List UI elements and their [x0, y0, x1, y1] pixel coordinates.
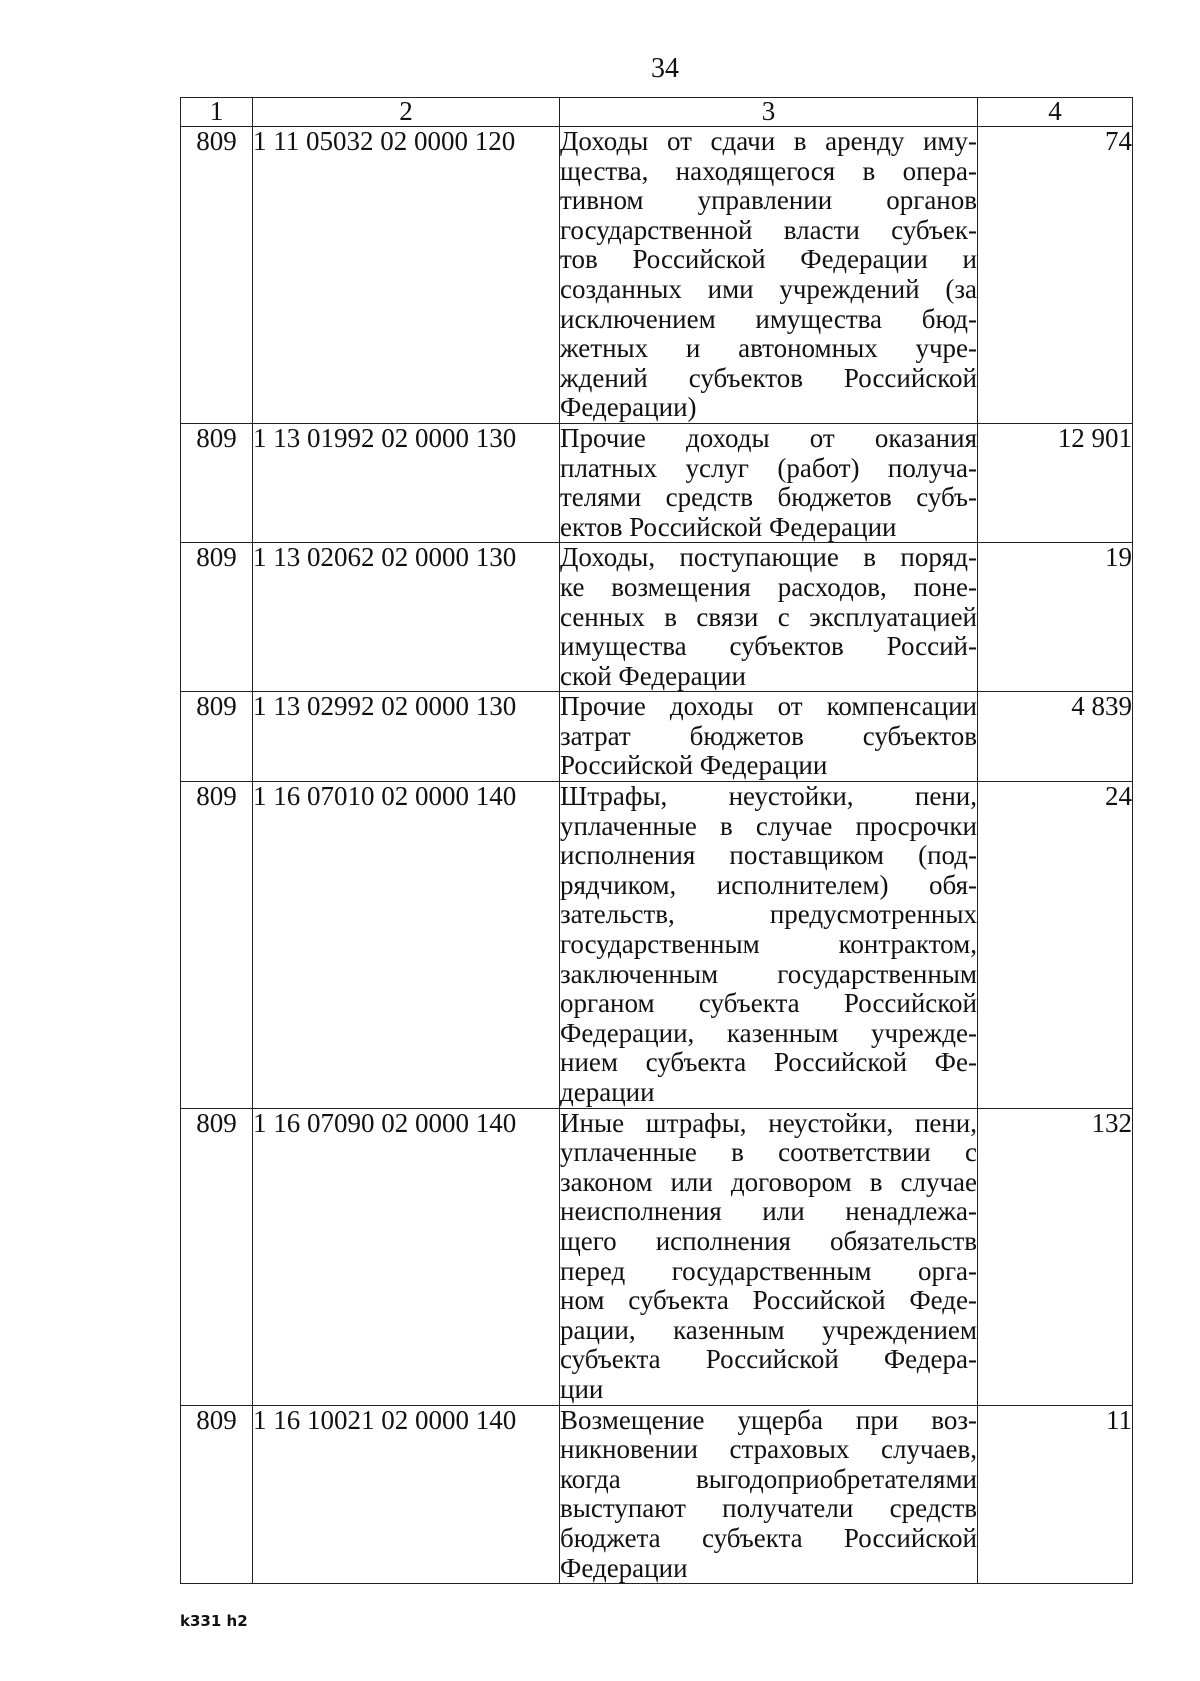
amount-cell: 24: [978, 782, 1133, 1109]
table-row: [181, 692, 1133, 782]
description-line: рядчиком, исполнителем) обя-: [560, 869, 977, 900]
description-line: Иные штрафы, неустойки, пени,: [560, 1107, 977, 1138]
description-line: неисполнения или ненадлежа-: [560, 1196, 977, 1227]
description-line: ном субъекта Российской Феде-: [560, 1285, 977, 1316]
description-line: ской Федерации: [560, 660, 746, 691]
agency-code-cell: 809: [181, 1405, 253, 1584]
description-line: выступают получатели средств: [560, 1493, 977, 1524]
revenue-code-cell: 1 11 05032 02 0000 120: [253, 127, 560, 424]
description-cell: [560, 782, 978, 1109]
description-line: дерации: [560, 1077, 655, 1107]
description-cell: [560, 127, 978, 424]
description-line: ции: [560, 1373, 604, 1404]
agency-code-cell: 809: [181, 782, 253, 1109]
revenue-code-cell: 1 13 02062 02 0000 130: [253, 543, 560, 692]
description-line: государственным контрактом,: [560, 929, 977, 960]
description-cell: [560, 1405, 978, 1584]
description-line: ектов Российской Федерации: [560, 511, 897, 542]
description-line: уплаченные в случае просрочки: [560, 810, 977, 841]
description-line: Прочие доходы от оказания: [560, 422, 977, 453]
table-row: [181, 1405, 1133, 1584]
description-line: жетных и автономных учре-: [560, 333, 977, 364]
description-line: Федерации: [560, 1552, 688, 1583]
amount-cell: 4 839: [978, 692, 1133, 782]
header-col-2: 2: [253, 98, 560, 127]
description-line: исполнения поставщиком (под-: [560, 840, 977, 871]
table-row: [181, 127, 1133, 424]
page-number: 34: [651, 53, 679, 84]
revenue-table: [180, 97, 1133, 1584]
description-line: тов Российской Федерации и: [560, 244, 977, 275]
description-line: когда выгодоприобретателями: [560, 1463, 977, 1494]
description-line: никновении страховых случаев,: [560, 1434, 977, 1465]
description-line: Российской Федерации: [560, 750, 828, 781]
revenue-code-cell: 1 13 01992 02 0000 130: [253, 423, 560, 542]
description-line: нием субъекта Российской Фе-: [560, 1047, 977, 1078]
description-line: ке возмещения расходов, поне-: [560, 571, 977, 602]
table-row: [181, 1108, 1133, 1405]
revenue-code-cell: 1 16 07010 02 0000 140: [253, 782, 560, 1109]
description-line: исключением имущества бюд-: [560, 303, 977, 334]
amount-cell: 12 901: [978, 423, 1133, 542]
revenue-code-cell: 1 16 10021 02 0000 140: [253, 1405, 560, 1584]
description-line: заключенным государственным: [560, 958, 977, 989]
revenue-code-cell: 1 16 07090 02 0000 140: [253, 1108, 560, 1405]
description-line: Возмещение ущерба при воз-: [560, 1404, 977, 1435]
description-line: бюджета субъекта Российской: [560, 1522, 977, 1553]
amount-cell: 132: [978, 1108, 1133, 1405]
table-body: [181, 127, 1133, 1584]
description-line: государственной власти субъек-: [560, 214, 977, 245]
description-cell: [560, 692, 978, 782]
description-line: органом субъекта Российской: [560, 988, 977, 1019]
description-line: тивном управлении органов: [560, 185, 977, 216]
description-line: щего исполнения обязательств: [560, 1225, 977, 1256]
header-col-1: 1: [181, 98, 253, 127]
description-line: уплаченные в соответствии с: [560, 1137, 977, 1168]
description-line: телями средств бюджетов субъ-: [560, 482, 977, 513]
table-row: [181, 782, 1133, 1109]
description-line: субъекта Российской Федера-: [560, 1344, 977, 1375]
description-line: платных услуг (работ) получа-: [560, 452, 977, 483]
description-line: созданных ими учреждений (за: [560, 273, 977, 304]
description-line: Федерации, казенным учрежде-: [560, 1017, 977, 1048]
description-line: ждений субъектов Российской: [560, 362, 977, 393]
header-col-4: 4: [978, 98, 1133, 127]
table-row: [181, 543, 1133, 692]
description-line: законом или договором в случае: [560, 1166, 977, 1197]
description-line: Прочие доходы от компенсации: [560, 691, 977, 722]
description-line: зательств, предусмотренных: [560, 899, 977, 930]
description-line: Доходы, поступающие в поряд-: [560, 542, 977, 573]
table-row: [181, 423, 1133, 542]
agency-code-cell: 809: [181, 127, 253, 424]
amount-cell: 74: [978, 127, 1133, 424]
description-line: Федерации): [560, 392, 697, 423]
header-col-3: 3: [560, 98, 978, 127]
agency-code-cell: 809: [181, 1108, 253, 1405]
table-header: [181, 98, 1133, 127]
agency-code-cell: 809: [181, 692, 253, 782]
description-cell: [560, 543, 978, 692]
description-cell: [560, 1108, 978, 1405]
description-line: Штрафы, неустойки, пени,: [560, 781, 977, 812]
description-line: сенных в связи с эксплуатацией: [560, 601, 977, 632]
revenue-code-cell: 1 13 02992 02 0000 130: [253, 692, 560, 782]
description-line: Доходы от сдачи в аренду иму-: [560, 126, 977, 156]
description-line: щества, находящегося в опера-: [560, 155, 977, 186]
agency-code-cell: 809: [181, 423, 253, 542]
footer-code: k331 h2: [180, 1612, 248, 1630]
description-line: затрат бюджетов субъектов: [560, 720, 977, 751]
description-cell: [560, 423, 978, 542]
description-line: перед государственным орга-: [560, 1255, 977, 1286]
amount-cell: 11: [978, 1405, 1133, 1584]
amount-cell: 19: [978, 543, 1133, 692]
description-line: рации, казенным учреждением: [560, 1314, 977, 1345]
description-line: имущества субъектов Россий-: [560, 631, 977, 662]
agency-code-cell: 809: [181, 543, 253, 692]
